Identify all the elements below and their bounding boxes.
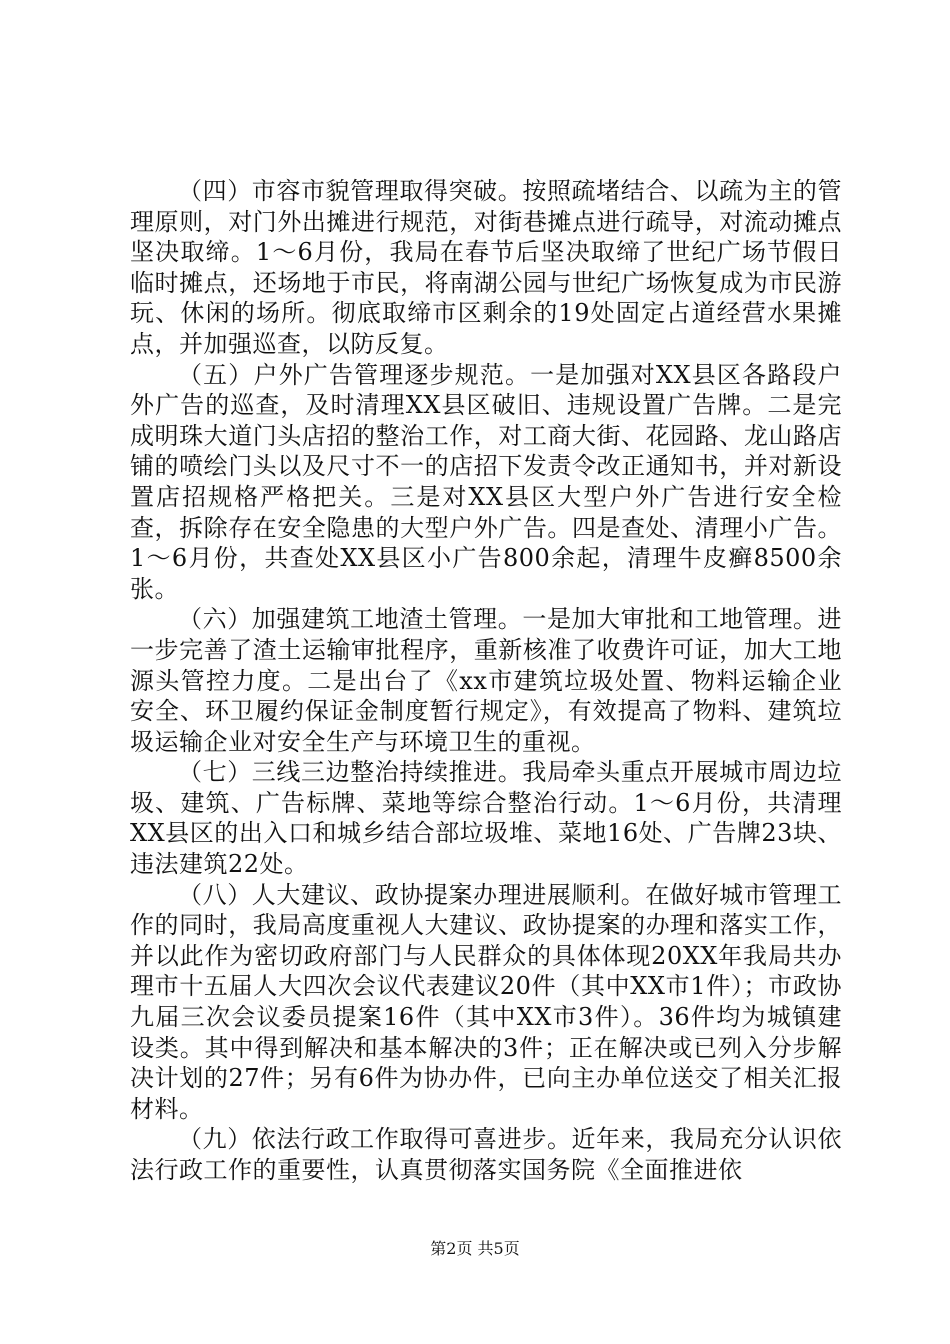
paragraph-8-proposals: （八）人大建议、政协提案办理进展顺利。在做好城市管理工作的同时，我局高度重视人大建议、政协提案的办理和落实工作，并以此作为密切政府部门与人民群众的具体体现20XX年我局共办理市十五届人大四次会议代表建议20件（其中XX市1件）；市政协九届三次会议委员提案16件（其中XX市3件）。36件均为城镇建设类。其中得到解决和基本解决的3件；正在解决或已列入分步解决计划的27件；另有6件为协办件，已向主办单位送交了相关汇报材料。 <box>130 880 842 1123</box>
paragraph-7-three-lines: （七）三线三边整治持续推进。我局牵头重点开展城市周边垃圾、建筑、广告标牌、菜地等综合整治行动。1～6月份，共清理XX县区的出入口和城乡结合部垃圾堆、菜地16处、广告牌23块、违法建筑22处。 <box>130 758 842 879</box>
paragraph-5-outdoor-ads: （五）户外广告管理逐步规范。一是加强对XX县区各路段户外广告的巡查，及时清理XX县区破旧、违规设置广告牌。二是完成明珠大道门头店招的整治工作，对工商大街、花园路、龙山路店铺的喷绘门头以及尺寸不一的店招下发责令改正通知书，并对新设置店招规格严格把关。三是对XX县区大型户外广告进行安全检查，拆除存在安全隐患的大型户外广告。四是查处、清理小广告。1～6月份，共查处XX县区小广告800余起，清理牛皮癣8500余张。 <box>130 360 842 603</box>
page-number-footer: 第2页 共5页 <box>430 1239 520 1258</box>
paragraph-6-construction-waste: （六）加强建筑工地渣土管理。一是加大审批和工地管理。进一步完善了渣土运输审批程序，重新核准了收费许可证，加大工地源头管控力度。二是出台了《xx市建筑垃圾处置、物料运输企业安全、环卫履约保证金制度暂行规定》，有效提高了物料、建筑垃圾运输企业对安全生产与环境卫生的重视。 <box>130 605 842 756</box>
paragraph-9-law-administration: （九）依法行政工作取得可喜进步。近年来，我局充分认识依法行政工作的重要性，认真贯彻落实国务院《全面推进依 <box>130 1125 842 1184</box>
paragraph-4-cityscape: （四）市容市貌管理取得突破。按照疏堵结合、以疏为主的管理原则，对门外出摊进行规范，对街巷摊点进行疏导，对流动摊点坚决取缔。1～6月份，我局在春节后坚决取缔了世纪广场节假日临时摊点，还场地于市民，将南湖公园与世纪广场恢复成为市民游玩、休闲的场所。彻底取缔市区剩余的19处固定占道经营水果摊点，并加强巡查，以防反复。 <box>130 177 842 358</box>
document-body <box>130 176 842 1186</box>
